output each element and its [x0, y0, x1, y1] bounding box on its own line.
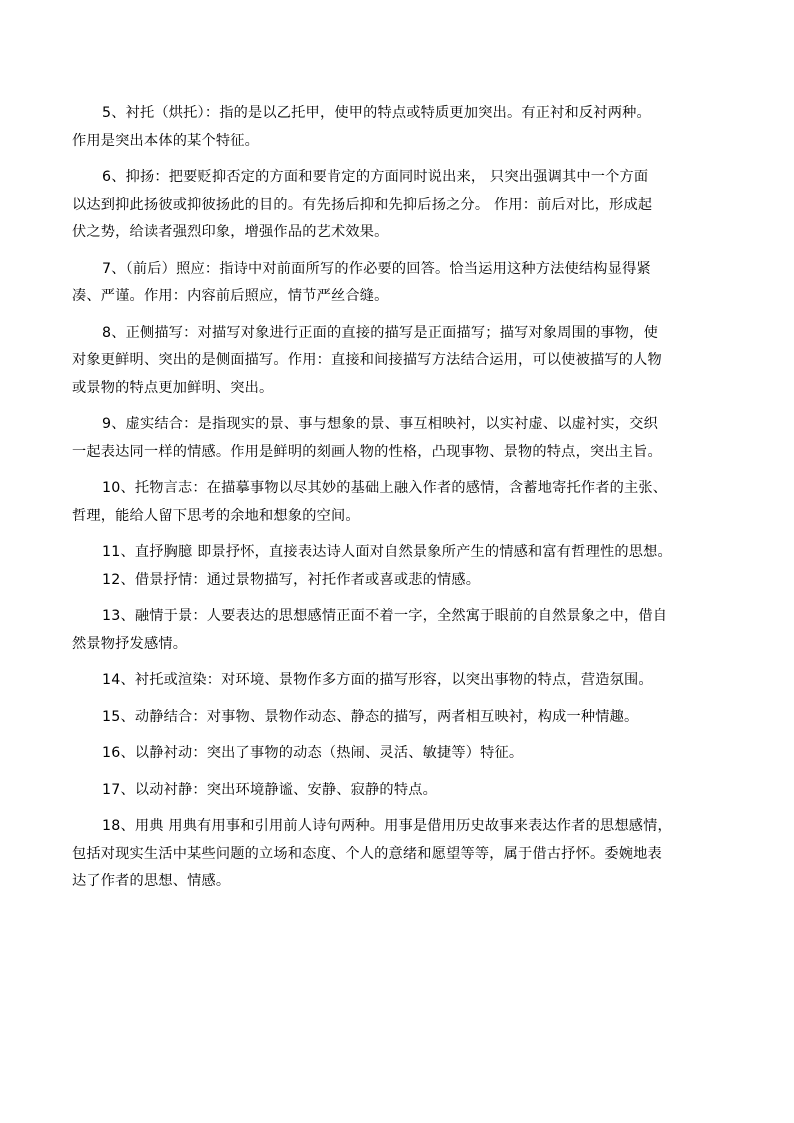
paragraph-line: 14、衬托或渲染：对环境、景物作多方面的描写形容，以突出事物的特点，营造氛围。	[102, 672, 653, 688]
paragraph-line: 13、融情于景：人要表达的思想感情正面不着一字，全然寓于眼前的自然景象之中，借自	[102, 608, 668, 624]
paragraph-line: 伏之势，给读者强烈印象，增强作品的艺术效果。	[72, 224, 389, 240]
paragraph	[72, 411, 724, 466]
paragraph-line: 16、以静衬动：突出了事物的动态（热闹、灵活、敏捷等）特征。	[102, 745, 524, 761]
paragraph	[72, 704, 724, 732]
paragraph	[72, 539, 724, 567]
paragraph-line: 对象更鲜明、突出的是侧面描写。作用：直接和间接描写方法结合运用，可以使被描写的人物	[72, 352, 662, 368]
paragraph-line: 然景物抒发感情。	[72, 635, 188, 652]
paragraph	[72, 320, 724, 403]
paragraph-line: 17、以动衬静：突出环境静谧、安静、寂静的特点。	[102, 781, 437, 798]
document-page	[72, 100, 724, 905]
paragraph	[72, 740, 724, 768]
paragraph-line: 包括对现实生活中某些问题的立场和态度、个人的意绪和愿望等等，属于借古抒怀。委婉地表	[72, 845, 662, 862]
paragraph	[72, 475, 724, 530]
paragraph-line: 11、直抒胸臆 即景抒怀，直接表达诗人面对自然景象所产生的情感和富有哲理性的思想。	[102, 544, 672, 560]
paragraph-line: 一起表达同一样的情感。作用是鲜明的刻画人物的性格，凸现事物、景物的特点，突出主旨。	[72, 443, 662, 460]
paragraph	[72, 603, 724, 658]
paragraph-line: 以达到抑此扬彼或抑彼扬此的目的。有先扬后抑和先抑后扬之分。 作用：前后对比，形成起	[72, 196, 653, 213]
paragraph-line: 6、抑扬：把要贬抑否定的方面和要肯定的方面同时说出来， 只突出强调其中一个方面	[102, 169, 649, 185]
paragraph-line: 7、（前后）照应：指诗中对前面所写的作必要的回答。恰当运用这种方法使结构显得紧	[102, 260, 651, 277]
paragraph-line: 18、用典 用典有用事和引用前人诗句两种。用事是借用历史故事来表达作者的思想感情，	[102, 818, 672, 834]
paragraph-line: 9、虚实结合：是指现实的景、事与想象的景、事互相映衬，以实衬虚、以虚衬实，交织	[102, 416, 658, 432]
paragraph	[72, 567, 724, 595]
paragraph-line: 哲理，能给人留下思考的余地和想象的空间。	[72, 507, 360, 524]
paragraph	[72, 777, 724, 805]
paragraph-line: 作用是突出本体的某个特征。	[72, 132, 260, 149]
paragraph-line: 8、正侧描写：对描写对象进行正面的直接的描写是正面描写；描写对象周围的事物，使	[102, 324, 658, 341]
paragraph-line: 12、借景抒情：通过景物描写，衬托作者或喜或悲的情感。	[102, 571, 481, 588]
paragraph	[72, 256, 724, 311]
paragraph	[72, 667, 724, 695]
paragraph-line: 10、托物言志：在描摹事物以尽其妙的基础上融入作者的感情，含蓄地寄托作者的主张、	[102, 480, 668, 496]
paragraph-line: 或景物的特点更加鲜明、突出。	[72, 379, 274, 396]
paragraph-line: 凑、严谨。作用：内容前后照应，情节严丝合缝。	[72, 288, 389, 304]
paragraph-line: 达了作者的思想、情感。	[72, 873, 231, 889]
paragraph-line: 15、动静结合：对事物、景物作动态、静态的描写，两者相互映衬，构成一种情趣。	[102, 708, 639, 725]
paragraph	[72, 164, 724, 247]
paragraph	[72, 813, 724, 896]
paragraph-line: 5、衬托（烘托）：指的是以乙托甲，使甲的特点或特质更加突出。有正衬和反衬两种。	[102, 105, 651, 121]
paragraph	[72, 100, 724, 155]
